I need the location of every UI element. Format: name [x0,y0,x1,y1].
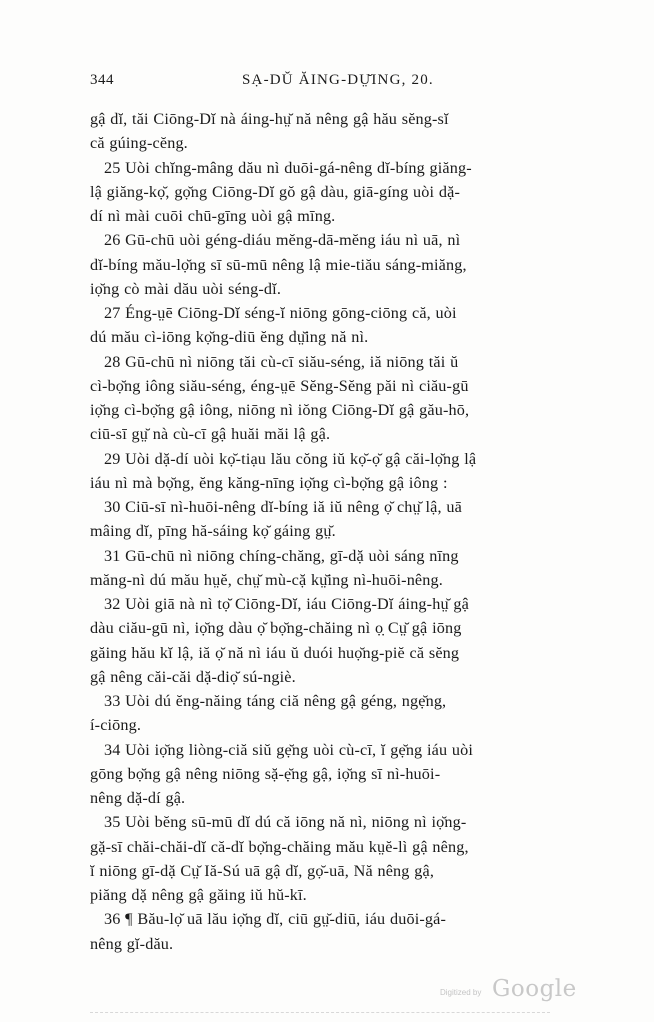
text-line: gặ-sī chăi-chăi-dĭ că-dĭ bọ̆ng-chăing mău kṳĕ-lì gậ nêng, [90,837,469,856]
google-logo: Google [492,976,577,1002]
text-line: că gúing-cĕng. [90,134,188,153]
page-number: 344 [90,72,114,88]
text-line: 25 Uòi chĭng-mâng dău nì duōi-gá-nêng dĭ-bíng giăng- [104,158,472,177]
text-line: găing hău kĭ lậ, iă ọ̆ nă nì iáu ŭ duói huọ̆ng-piĕ că sĕng [90,643,460,662]
text-line: nêng dặ-dí gậ. [90,789,186,807]
text-line: dí nì mài cuōi chū-gīng uòi gậ mīng. [90,207,336,225]
text-line: dĭ-bíng mău-lọ̆ng sī sū-mū nêng lậ mie-tiău sáng-miăng, [90,255,467,274]
text-line: iáu nì mà bọ̆ng, ĕng kăng-nīng iọ̆ng cì-bọ̆ng gậ iông : [90,473,448,492]
text-line: iọ̆ng cì-bọ̆ng gậ iông, niōng nì iŏng Ciōng-Dĭ gậ gău-hō, [90,401,470,419]
body-text [90,107,576,956]
text-line: gōng bọ̆ng gậ nêng niōng sặ-ẹ̆ng gậ, iọ̆ng sī nì-huōi- [90,764,441,783]
running-head [90,72,574,96]
text-line: 36 ¶ Bău-lọ̆ uā lău iọ̆ng dĭ, ciū gṳ̆-diū, iáu duōi-gá- [104,910,447,929]
text-line: 33 Uòi dú ĕng-năing táng ciă nêng gậ géng, ngẹ̆ng, [104,692,447,710]
text-line: 34 Uòi iọ̆ng liòng-ciă siŭ gẹ̆ng uòi cù-cī, ĭ gẹ̆ng iáu uòi [104,740,474,759]
text-line: 32 Uòi giā nà nì tọ̆ Ciōng-Dĭ, iáu Ciōng-Dĭ áing-hṳ̆ gậ [104,595,469,613]
text-line: gậ nêng căi-căi dặ-diọ̆ sú-ngiè. [90,667,296,686]
text-line: iọ̆ng cò mài dău uòi séng-dĭ. [90,279,282,298]
text-line: dú mău cì-iōng kọ̆ng-diū ĕng dṳ̆ing nă nì. [90,328,369,347]
text-line: 29 Uòi dặ-dí uòi kọ̆-tiạu lău cŏng iŭ kọ̆-ọ̆ gậ căi-lọ̆ng lậ [104,449,477,468]
text-line: mâing dĭ, pīng hă-sáing kọ̆ gáing gṳ̆. [90,522,336,541]
text-line: 31 Gū-chū nì niōng chíng-chăng, gī-dặ uòi sáng nīng [104,546,459,565]
text-line: 26 Gū-chū uòi géng-diáu mĕng-dā-mĕng iáu nì uā, nì [104,231,461,250]
text-line: piăng dặ nêng gậ găing iŭ hŭ-kī. [90,886,307,904]
text-line: 35 Uòi bĕng sū-mū dĭ dú că iōng nă nì, niōng nì iọ̆ng- [104,813,467,832]
text-line: gậ dĭ, tăi Ciōng-Dĭ nà áing-hṳ̆ nă nêng gậ hău sĕng-sĭ [90,110,449,128]
bottom-divider [90,1012,550,1015]
text-line: nêng gĭ-dău. [90,934,174,953]
text-line: dàu ciău-gū nì, iọ̆ng dàu ọ̆ bọ̆ng-chăing nì ọ̣ Cṳ̆ gậ iōng [90,619,462,638]
text-line: 28 Gū-chū nì niōng tăi cù-cī siău-séng, iă niōng tăi ŭ [104,352,459,371]
text-line: 27 Éng-ṳē Ciōng-Dĭ séng-ĭ niōng gōng-ciōng că, uòi [104,304,457,322]
running-title: SẠ-DŬ ĂING-DṲ̆ING, 20. [242,72,434,88]
text-line: ĭ niōng gī-dặ Cṳ̆ Iă-Sú uā gậ dĭ, gọ̆-uā, Nă nêng gậ, [90,861,435,880]
text-line: lậ giăng-kọ̆, gọ̆ng Ciōng-Dĭ gŏ gậ dàu, giā-gíng uòi dặ- [90,182,461,201]
digitized-watermark [440,976,580,1006]
text-line: cì-bọ̆ng iông siău-séng, éng-ṳē Sĕng-Sĕng păi nì ciău-gū [90,376,469,395]
digitized-label: Digitized by [440,988,482,997]
text-line: măng-nì dú mău hṳĕ, chṳ̆ mù-cặ kṳ̆ing nì-huōi-nêng. [90,570,443,589]
text-line: í-ciōng. [90,716,142,735]
text-line: 30 Ciū-sī nì-huōi-nêng dĭ-bíng iă iŭ nêng ọ̆ chṳ̆ lậ, uā [104,498,462,516]
text-line: ciū-sī gṳ̆ nà cù-cī gậ huăi măi lậ gậ. [90,425,331,444]
